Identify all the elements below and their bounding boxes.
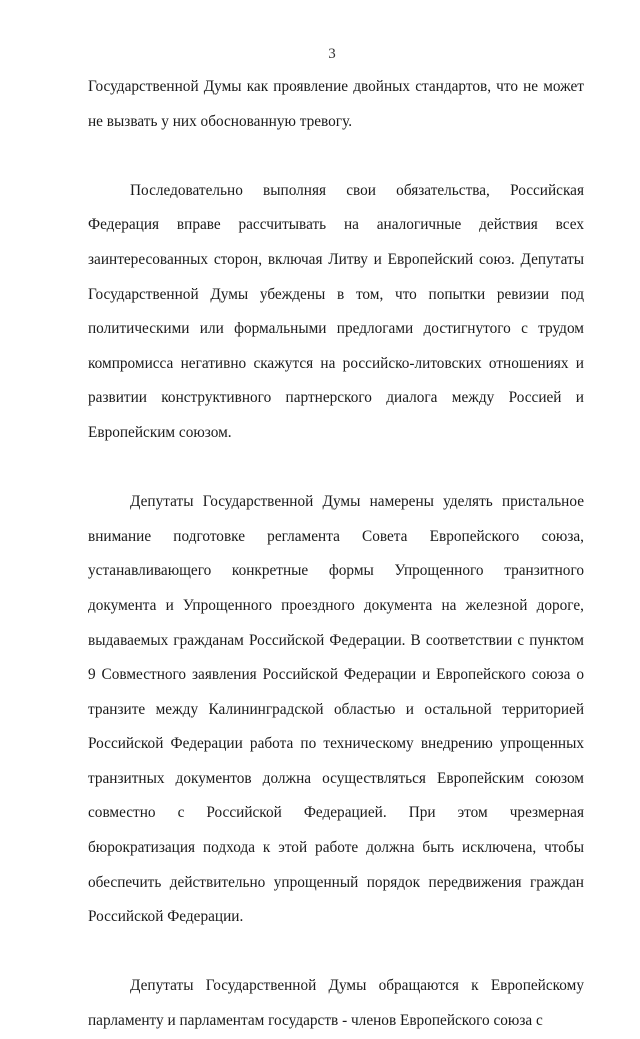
paragraph-spacer bbox=[88, 139, 584, 174]
paragraph-regulation: Депутаты Государственной Думы намерены уделять пристальное внимание подготовке регламента Совета Европейского союза, устанавливающего конкретные формы Упрощенного транзитного документа и Упрощенного проездного документа на железной дороге, выдаваемых гражданам Российской Федерации. В соответствии с пунктом 9 Совместного заявления Российской Федерации и Европейского союза о транзите между Калининградской областью и остальной территорией Российской Федерации работа по техническому внедрению упрощенных транзитных документов должна осуществляться Европейским союзом совместно с Российской Федерацией. При этом чрезмерная бюрократизация подхода к этой работе должна быть исключена, чтобы обеспечить действительно упрощенный порядок передвижения граждан Российской Федерации. bbox=[88, 493, 584, 926]
paragraph-appeal: Депутаты Государственной Думы обращаются к Европейскому парламенту и парламентам государств - членов Европейского союза с bbox=[88, 977, 584, 1030]
document-body bbox=[88, 70, 584, 1039]
paragraph-spacer bbox=[88, 451, 584, 486]
paragraph-obligations: Последовательно выполняя свои обязательства, Российская Федерация вправе рассчитывать на аналогичные действия всех заинтересованных сторон, включая Литву и Европейский союз. Депутаты Государственной Думы убеждены в том, что попытки ревизии под политическими или формальными предлогами достигнутого с трудом компромисса негативно скажутся на российско-литовских отношениях и развитии конструктивного партнерского диалога между Россией и Европейским союзом. bbox=[88, 181, 584, 441]
paragraph-continuation: Государственной Думы как проявление двойных стандартов, что не может не вызвать у них обоснованную тревогу. bbox=[88, 78, 584, 130]
paragraph-spacer bbox=[88, 935, 584, 970]
page-number: 3 bbox=[328, 46, 336, 62]
